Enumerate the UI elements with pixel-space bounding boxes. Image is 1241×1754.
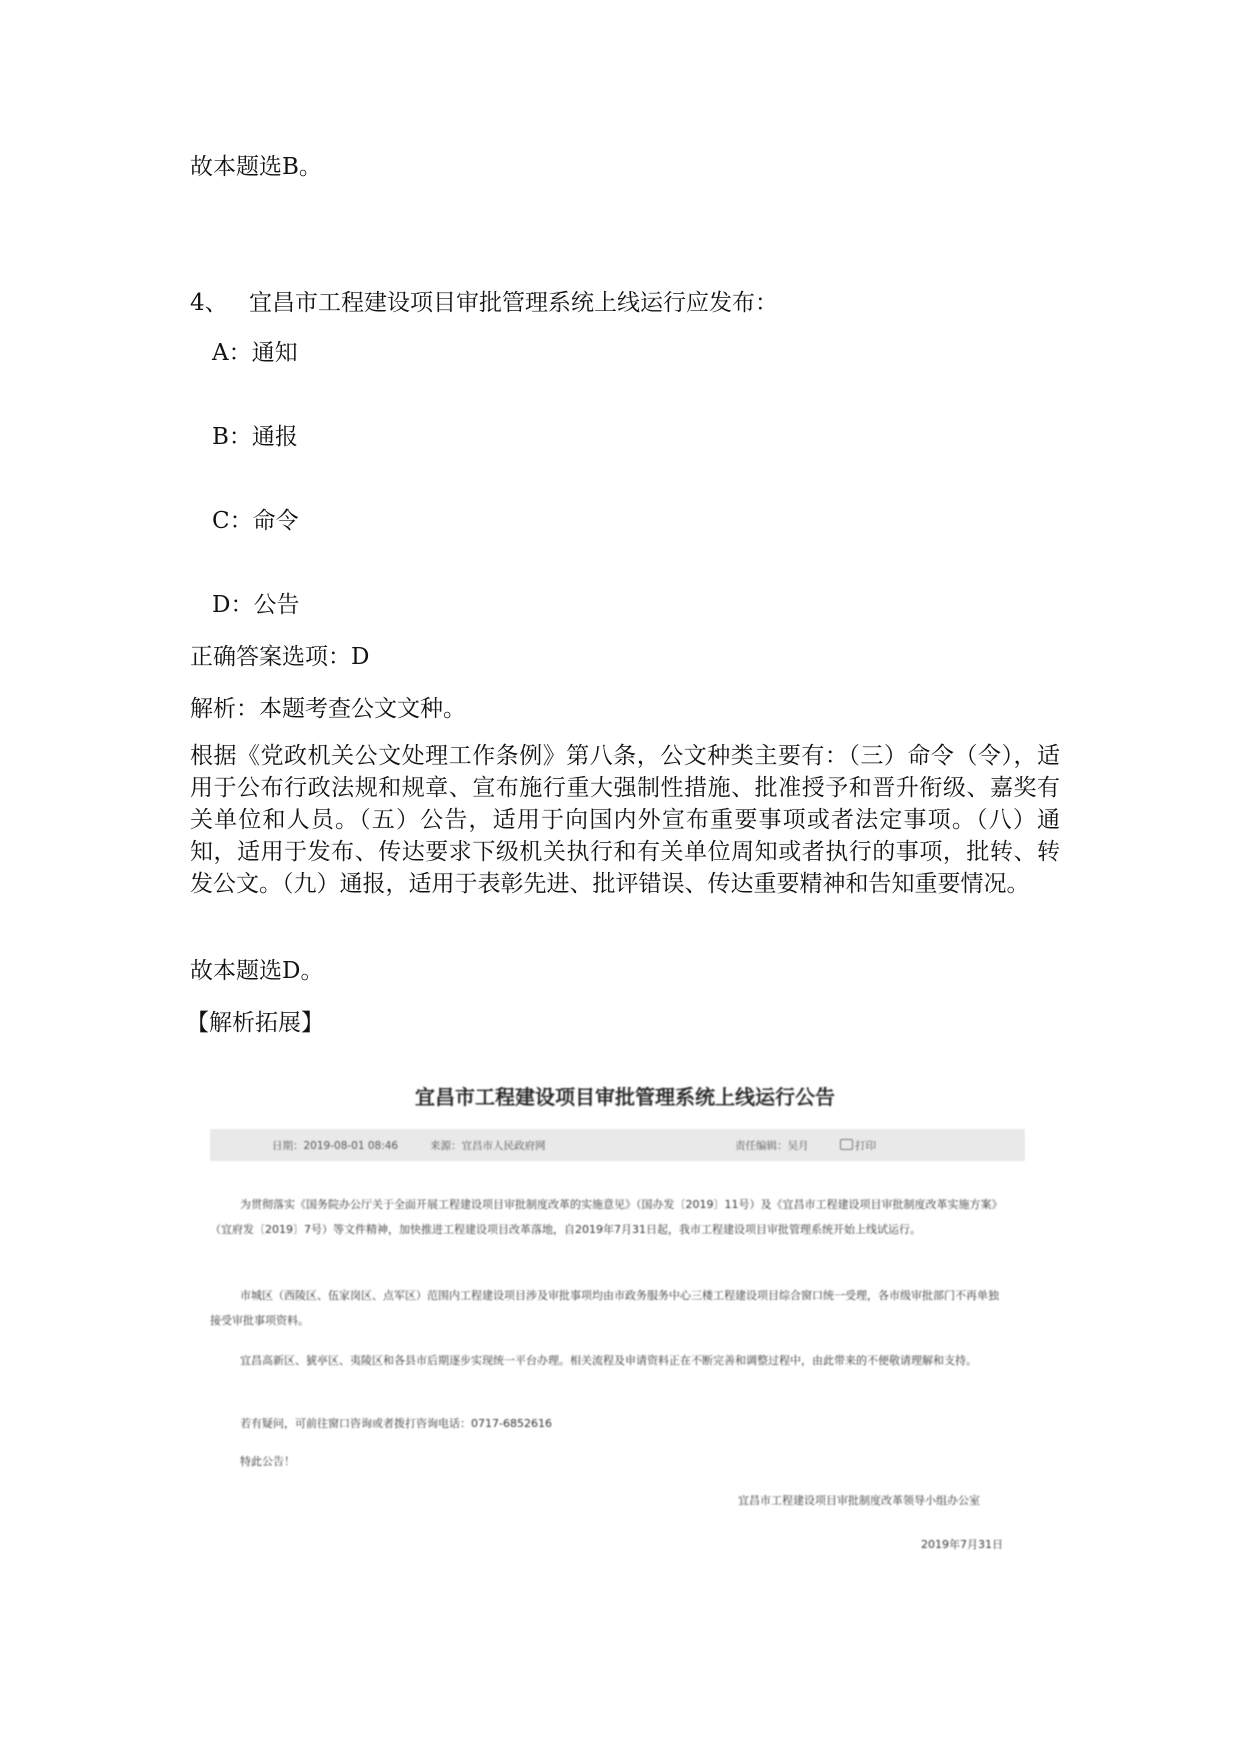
extension-heading: 【解析拓展】 xyxy=(186,1010,324,1036)
correct-answer: 正确答案选项：D xyxy=(190,644,370,670)
final-conclusion: 故本题选D。 xyxy=(190,958,324,984)
notice-paragraph: 若有疑问，可前往窗口咨询或者拨打咨询电话：0717-6852616 xyxy=(240,1417,552,1430)
option-letter: D： xyxy=(212,592,254,618)
notice-signature: 宜昌市工程建设项目审批制度改革领导小组办公室 xyxy=(738,1494,980,1507)
notice-sign-date: 2019年7月31日 xyxy=(921,1538,1003,1551)
option-c xyxy=(212,506,299,536)
option-text: 通知 xyxy=(251,340,298,366)
notice-paragraph: 为贯彻落实《国务院办公厅关于全面开展工程建设项目审批制度改革的实施意见》（国办发〔2019〕11号）及《宜昌市工程建设项目审批制度改革实施方案》（宜府发〔2019〕7号）等文件精神，加快推进工程建设项目改革落地，自2019年7月31日起，我市工程建设项目审批管理系统开始上线试运行。 xyxy=(210,1198,1003,1236)
explanation-paragraph: 根据《党政机关公文处理工作条例》第八条，公文种类主要有：（三）命令（令），适用于公布行政法规和规章、宣布施行重大强制性措施、批准授予和晋升衔级、嘉奖有关单位和人员。（五）公告，适用于向国内外宣布重要事项或者法定事项。（八）通知，适用于发布、传达要求下级机关执行和有关单位周知或者执行的事项，批转、转发公文。（九）通报，适用于表彰先进、批评错误、传达重要精神和告知重要情况。 xyxy=(190,743,1060,897)
option-text: 命令 xyxy=(252,508,299,534)
question-text: 宜昌市工程建设项目审批管理系统上线运行应发布： xyxy=(248,290,778,316)
notice-paragraph: 市城区（西陵区、伍家岗区、点军区）范围内工程建设项目涉及审批事项均由市政务服务中心三楼工程建设项目综合窗口统一受理，各市级审批部门不再单独接受审批事项资料。 xyxy=(210,1289,999,1327)
print-label: 打印 xyxy=(855,1140,876,1152)
option-a xyxy=(212,338,298,368)
notice-print xyxy=(840,1138,876,1153)
analysis-heading: 解析：本题考查公文文种。 xyxy=(190,696,466,722)
question-number: 4、 xyxy=(190,290,228,316)
option-letter: C： xyxy=(212,508,253,534)
print-icon xyxy=(840,1139,853,1150)
notice-editor: 责任编辑：吴月 xyxy=(735,1140,809,1152)
option-text: 公告 xyxy=(253,592,300,618)
notice-title: 宜昌市工程建设项目审批管理系统上线运行公告 xyxy=(415,1085,835,1109)
option-text: 通报 xyxy=(251,424,298,450)
notice-paragraph: 宜昌高新区、猇亭区、夷陵区和各县市后期逐步实现统一平台办理。相关流程及申请资料正在不断完善和调整过程中，由此带来的不便敬请理解和支持。 xyxy=(240,1354,977,1367)
option-letter: A： xyxy=(212,340,252,366)
option-letter: B： xyxy=(212,424,252,450)
notice-date: 日期：2019-08-01 08:46 xyxy=(272,1140,399,1152)
option-b xyxy=(212,422,298,452)
notice-meta-bar xyxy=(210,1129,1025,1161)
question-stem xyxy=(190,288,778,318)
previous-conclusion: 故本题选B。 xyxy=(190,154,322,180)
notice-paragraph: 特此公告！ xyxy=(240,1455,295,1468)
notice-source: 来源：宜昌市人民政府网 xyxy=(430,1140,546,1152)
option-d xyxy=(212,590,299,620)
notice-image xyxy=(210,1055,1040,1575)
